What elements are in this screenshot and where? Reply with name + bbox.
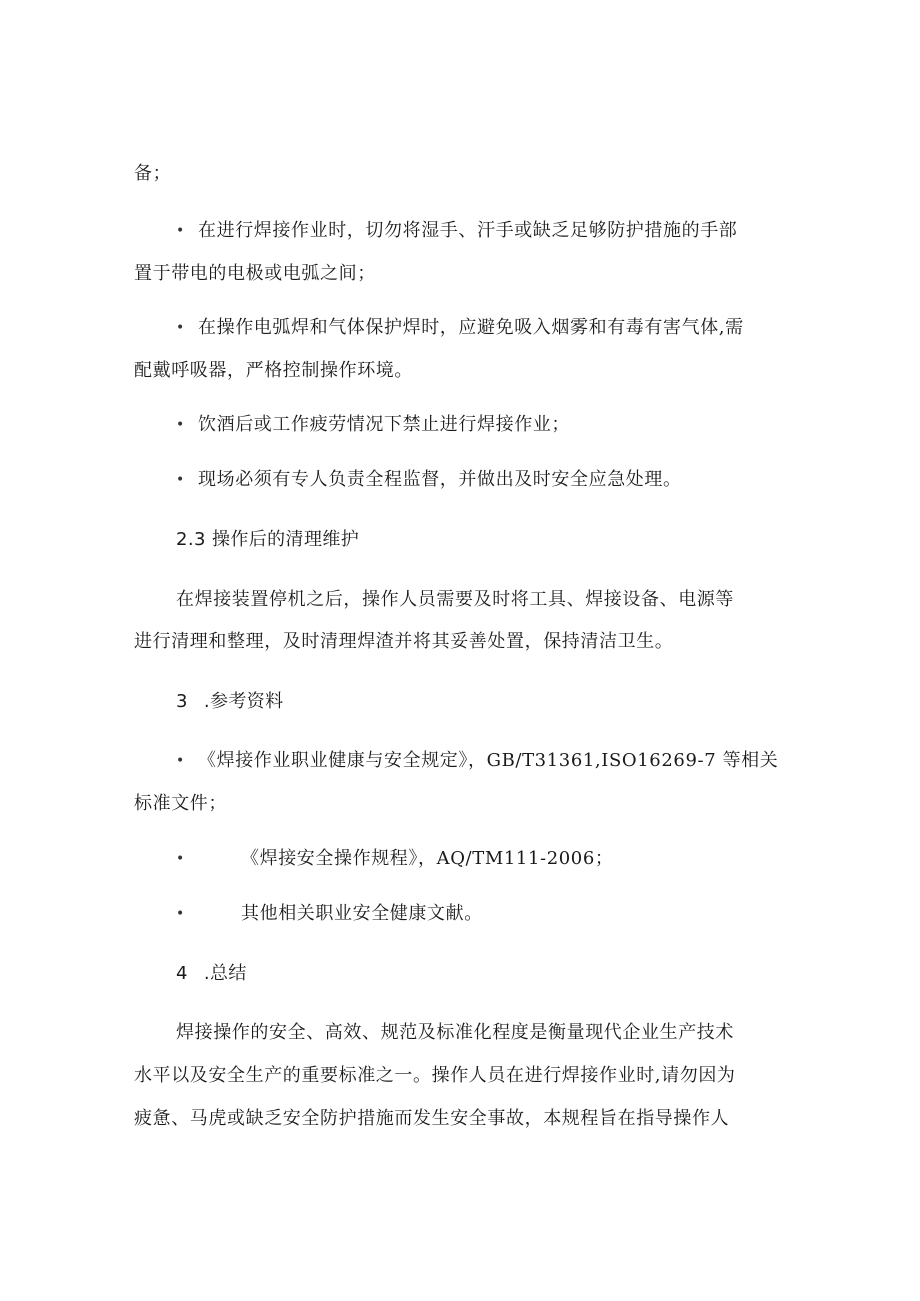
bullet-icon: • — [176, 417, 185, 433]
paragraph-fragment: 备； — [134, 163, 172, 184]
reference-item-line: 《焊接作业职业健康与安全规定》，GB/T31361,ISO16269-7 等相关 — [198, 750, 779, 771]
bullet-icon: • — [176, 320, 185, 336]
paragraph-line: 水平以及安全生产的重要标准之一。操作人员在进行焊接作业时,请勿因为 — [134, 1065, 736, 1086]
reference-item-line: 《焊接安全操作规程》，AQ/TM111-2006； — [241, 848, 614, 869]
list-item-line: 现场必须有专人负责全程监督，并做出及时安全应急处理。 — [198, 469, 682, 490]
list-item-line: 置于带电的电极或电弧之间； — [134, 263, 376, 284]
paragraph-line: 焊接操作的安全、高效、规范及标准化程度是衡量现代企业生产技术 — [176, 1022, 734, 1043]
section-heading — [176, 962, 247, 986]
bullet-icon: • — [176, 472, 185, 488]
section-heading — [176, 690, 284, 714]
bullet-icon: • — [176, 906, 185, 922]
paragraph-line: 在焊接装置停机之后，操作人员需要及时将工具、焊接设备、电源等 — [176, 589, 734, 610]
bullet-icon: • — [176, 223, 185, 239]
section-number: 4 — [176, 963, 188, 984]
list-item-line: 在进行焊接作业时，切勿将湿手、汗手或缺乏足够防护措施的手部 — [198, 220, 738, 241]
list-item-line: 在操作电弧焊和气体保护焊时，应避免吸入烟雾和有毒有害气体,需 — [198, 317, 744, 338]
bullet-icon: • — [176, 851, 185, 867]
section-title: .总结 — [203, 963, 247, 984]
paragraph-line: 进行清理和整理，及时清理焊渣并将其妥善处置，保持清洁卫生。 — [134, 631, 674, 652]
section-heading: 2.3 操作后的清理维护 — [176, 529, 360, 550]
list-item-line: 配戴呼吸器，严格控制操作环境。 — [134, 360, 413, 381]
reference-item-line: 其他相关职业安全健康文献。 — [241, 903, 483, 924]
section-title: .参考资料 — [203, 691, 284, 712]
paragraph-line: 疲惫、马虎或缺乏安全防护措施而发生安全事故，本规程旨在指导操作人 — [134, 1108, 730, 1129]
list-item-line: 饮酒后或工作疲劳情况下禁止进行焊接作业； — [198, 414, 570, 435]
bullet-icon: • — [176, 753, 185, 769]
reference-item-line: 标准文件； — [134, 793, 227, 814]
section-number: 3 — [176, 691, 188, 712]
